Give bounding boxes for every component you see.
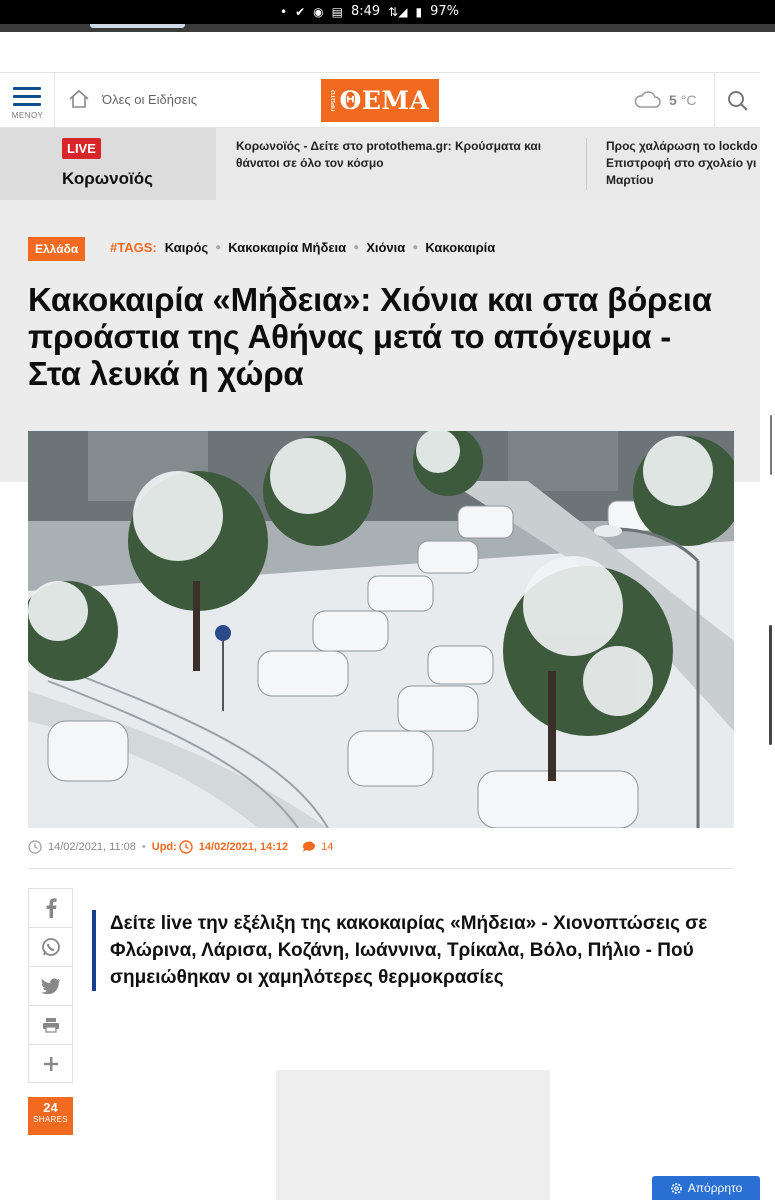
print-button[interactable]	[28, 1005, 73, 1044]
tag-link[interactable]: Κακοκαιρία Μήδεια	[228, 240, 347, 255]
tags-row	[110, 240, 495, 255]
news-icon: ▤	[331, 4, 343, 19]
article-photo[interactable]	[28, 431, 734, 828]
tag-separator: ●	[215, 242, 222, 253]
logo-small-text: ΠΡΩΤΟ	[330, 89, 337, 112]
category-badge[interactable]: Ελλάδα	[28, 237, 85, 261]
all-news-label: Όλες οι Ειδήσεις	[102, 91, 197, 107]
weather-widget[interactable]	[633, 91, 697, 109]
tag-link[interactable]: Κακοκαιρία	[425, 240, 496, 255]
site-header	[0, 72, 760, 128]
live-story-link[interactable]	[606, 138, 760, 189]
clock-icon	[179, 840, 193, 854]
edge-handle[interactable]	[770, 415, 772, 475]
comment-icon	[302, 841, 316, 853]
tag-separator: ●	[353, 242, 360, 253]
live-topic: Κορωνοϊός	[62, 169, 153, 188]
tags-label: #TAGS:	[110, 240, 157, 255]
signal-icon: ⇅◢	[388, 4, 408, 19]
tag-link[interactable]: Χιόνια	[366, 240, 406, 255]
tag-link[interactable]: Καιρός	[164, 240, 209, 255]
battery-icon: ▮	[415, 4, 423, 19]
page-scrollbar[interactable]	[769, 625, 772, 745]
search-button[interactable]	[714, 73, 760, 128]
temperature-unit: °C	[680, 92, 697, 108]
plus-icon	[43, 1056, 59, 1072]
clock-icon	[28, 840, 42, 854]
article-meta	[28, 840, 333, 854]
live-badge: LIVE	[62, 138, 101, 159]
temperature-value: 5	[669, 92, 677, 108]
browser-chrome	[0, 24, 775, 32]
menu-label: ΜΕΝΟΥ	[11, 111, 44, 120]
share-facebook-button[interactable]	[28, 888, 73, 927]
search-icon	[727, 90, 749, 112]
live-news-bar	[0, 128, 760, 200]
share-bar	[28, 888, 73, 1083]
divider	[28, 868, 734, 869]
battery-level: 97%	[430, 4, 459, 19]
updated-label: Upd:	[151, 841, 177, 853]
notification-dot-icon: •	[280, 4, 288, 19]
facebook-icon	[45, 898, 57, 918]
divider	[586, 138, 587, 190]
comment-count: 14	[321, 841, 334, 853]
meta-separator: •	[141, 841, 146, 853]
live-story-text: Προς χαλάρωση το lockdo Επιστροφή στο σχολείο γι Μαρτίου	[606, 139, 758, 187]
menu-button[interactable]	[0, 73, 55, 128]
home-icon	[68, 89, 90, 109]
snow-scene-image	[28, 431, 734, 828]
article-lead: Δείτε live την εξέλιξη της κακοκαιρίας «Μήδεια» - Χιονοπτώσεις σε Φλώρινα, Λάρισα, Κοζάνη, Ιωάννινα, Τρίκαλα, Βόλο, Πήλιο - Πού σημειώθηκαν οι χαμηλότερες θερμοκρασίες	[92, 910, 712, 991]
print-icon	[42, 1017, 60, 1033]
share-count	[28, 1097, 73, 1135]
share-twitter-button[interactable]	[28, 966, 73, 1005]
article-headline: Κακοκαιρία «Μήδεια»: Χιόνια και στα βόρεια προάστια της Αθήνας μετά το απόγευμα - Στα λευκά η χώρα	[28, 281, 712, 392]
hamburger-icon	[13, 87, 41, 111]
live-story-link[interactable]: Κορωνοϊός - Δείτε στο protothema.gr: Κρούσματα και θάνατοι σε όλο τον κόσμο	[236, 139, 542, 170]
status-bar	[0, 0, 775, 24]
share-count-number: 24	[43, 1100, 58, 1115]
share-whatsapp-button[interactable]	[28, 927, 73, 966]
ad-placeholder	[276, 1070, 550, 1200]
tab-indicator	[90, 24, 185, 28]
live-topic-panel[interactable]	[0, 128, 216, 200]
privacy-label: Απόρρητο	[687, 1181, 743, 1195]
share-count-label: SHARES	[33, 1115, 68, 1124]
updated-date: 14/02/2021, 14:12	[198, 841, 289, 853]
all-news-link[interactable]	[68, 89, 197, 109]
published-date: 14/02/2021, 11:08	[48, 841, 136, 853]
messenger-icon: ◉	[313, 4, 324, 19]
site-logo[interactable]	[321, 79, 439, 122]
whatsapp-icon	[41, 937, 61, 957]
check-icon: ✔	[295, 4, 306, 19]
twitter-icon	[41, 978, 61, 994]
privacy-button[interactable]	[652, 1176, 760, 1200]
cloud-icon	[633, 91, 661, 109]
gear-icon	[670, 1182, 683, 1195]
status-time: 8:49	[350, 4, 381, 19]
tag-separator: ●	[412, 242, 419, 253]
more-share-button[interactable]	[28, 1044, 73, 1083]
comments-link[interactable]	[302, 841, 333, 853]
logo-text: ΘΕΜΑ	[339, 86, 430, 115]
